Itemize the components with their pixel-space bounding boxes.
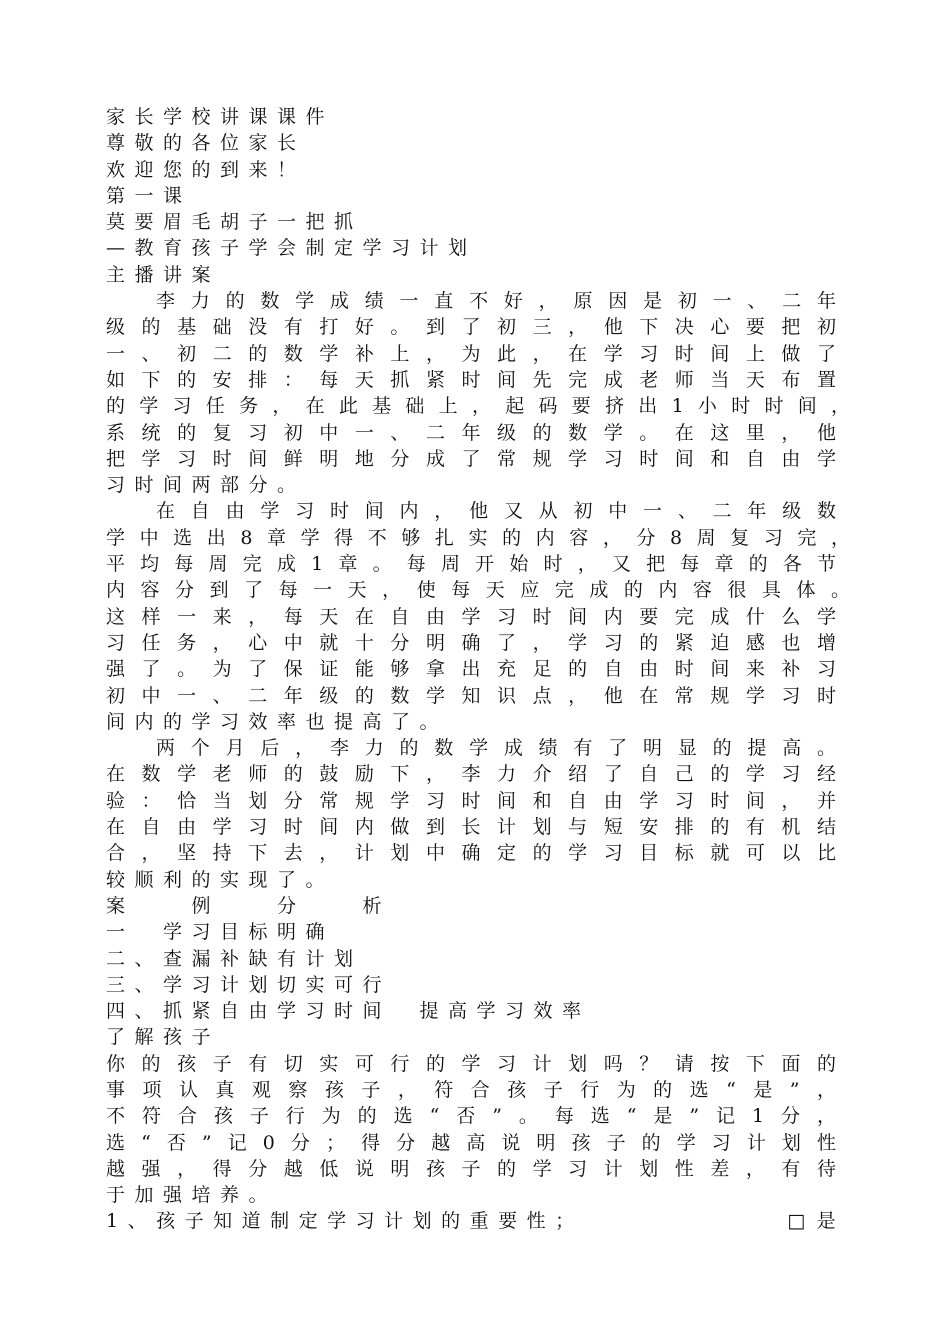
story-p2-line: 平均每周完成1章。每周开始时，又把每章的各节 xyxy=(106,553,836,576)
host-label: 主播讲案 xyxy=(106,263,221,286)
story-p2-line: 初中一、二年级的数学知识点，他在常规学习时 xyxy=(106,684,836,707)
survey-question-row xyxy=(106,1208,847,1234)
survey-intro-line: 越强，得分越低说明孩子的学习计划性差，有待 xyxy=(106,1157,836,1180)
story-p3-line: 在自由学习时间内做到长计划与短安排的有机结 xyxy=(106,816,836,839)
story-p2-line: 间内的学习效率也提高了。 xyxy=(106,710,449,733)
analysis-heading: 案 例 分 析 xyxy=(106,894,392,917)
analysis-item: 三、学习计划切实可行 xyxy=(106,973,392,996)
story-p1-line: 一、初二的数学补上，为此，在学习时间上做了 xyxy=(106,342,836,365)
story-p2-line: 学中选出8章学得不够扎实的内容，分8周复习完， xyxy=(106,526,850,549)
story-p2-line: 在自由学习时间内，他又从初中一、二年级数 xyxy=(156,500,836,523)
story-p3-line: 验：恰当划分常规学习时间和自由学习时间，并 xyxy=(106,789,836,812)
analysis-item: 一 学习目标明确 xyxy=(106,921,335,944)
story-p1-line: 李力的数学成绩一直不好，原因是初一、二年 xyxy=(156,290,836,313)
survey-heading: 了解孩子 xyxy=(106,1026,221,1049)
lesson-title: 莫要眉毛胡子一把抓 xyxy=(106,211,363,234)
greeting-line-2: 欢迎您的到来！ xyxy=(106,158,306,181)
story-p2-line: 这样一来，每天在自由学习时间内要完成什么学 xyxy=(106,605,836,628)
survey-intro-line: 于加强培养。 xyxy=(106,1184,278,1207)
greeting-line-1: 尊敬的各位家长 xyxy=(106,132,306,155)
survey-intro-line: 选“否”记0分；得分越高说明孩子的学习计划性 xyxy=(106,1131,836,1154)
story-p1-line: 把学习时间鲜明地分成了常规学习时间和自由学 xyxy=(106,447,836,470)
story-p2-line: 内容分到了每一天，使每天应完成的内容很具体。 xyxy=(106,579,850,602)
survey-intro-line: 事项认真观察孩子，符合孩子行为的选“是”， xyxy=(106,1078,836,1101)
survey-question-text: 1、孩子知道制定学习计划的重要性； xyxy=(106,1210,584,1233)
survey-intro-line: 你的孩子有切实可行的学习计划吗？请按下面的 xyxy=(106,1052,836,1075)
story-p1-line: 习时间两部分。 xyxy=(106,474,306,497)
lesson-subtitle: —教育孩子学会制定学习计划 xyxy=(106,237,477,260)
analysis-item: 二、查漏补缺有计划 xyxy=(106,947,363,970)
document-page xyxy=(106,104,850,1235)
yes-checkbox-option[interactable]: □是 xyxy=(787,1210,847,1233)
analysis-item: 四、抓紧自由学习时间 提高学习效率 xyxy=(106,1000,591,1023)
story-p1-line: 级的基础没有打好。到了初三，他下决心要把初 xyxy=(106,316,836,339)
story-p2-line: 习任务，心中就十分明确了，学习的紧迫感也增 xyxy=(106,631,836,654)
story-p1-line: 的学习任务，在此基础上，起码要挤出1小时时间， xyxy=(106,395,850,418)
document-title: 家长学校讲课课件 xyxy=(106,106,335,128)
story-p2-line: 强了。为了保证能够拿出充足的自由时间来补习 xyxy=(106,658,836,681)
story-p3-line: 合，坚持下去，计划中确定的学习目标就可以比 xyxy=(106,842,836,865)
story-p3-line: 较顺利的实现了。 xyxy=(106,868,335,891)
story-p1-line: 系统的复习初中一、二年级的数学。在这里，他 xyxy=(106,421,836,444)
story-p1-line: 如下的安排：每天抓紧时间先完成老师当天布置 xyxy=(106,368,836,391)
story-p3-line: 在数学老师的鼓励下，李力介绍了自己的学习经 xyxy=(106,763,836,786)
lesson-number: 第一课 xyxy=(106,184,192,207)
survey-intro-line: 不符合孩子行为的选“否”。每选“是”记1分， xyxy=(106,1105,836,1128)
story-p3-line: 两个月后，李力的数学成绩有了明显的提高。 xyxy=(156,737,836,760)
